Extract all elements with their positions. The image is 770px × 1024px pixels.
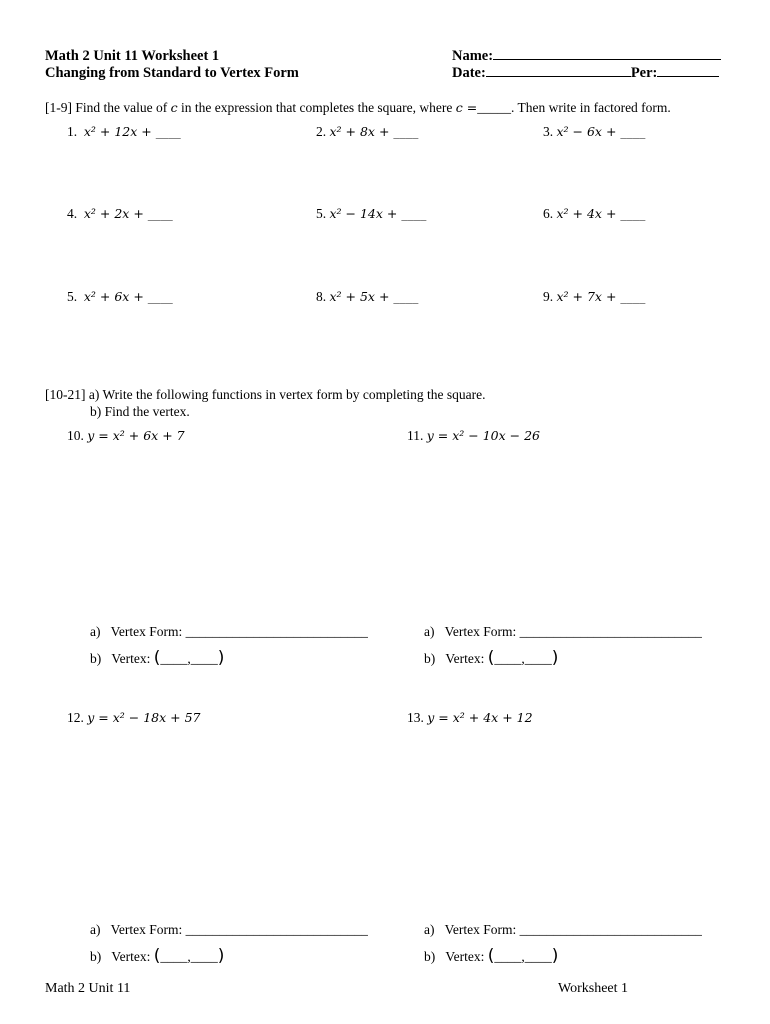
vertex-form-answer-10[interactable]: a) Vertex Form: ___________________________	[90, 624, 368, 639]
worksheet-subtitle: Changing from Standard to Vertex Form	[45, 65, 299, 81]
footer-left: Math 2 Unit 11	[45, 981, 131, 996]
problem-13: 13. y = x² + 4x + 12	[407, 710, 533, 725]
name-line	[493, 59, 721, 60]
worksheet-title: Math 2 Unit 11 Worksheet 1	[45, 48, 220, 64]
vertex-form-answer-11[interactable]: a) Vertex Form: ___________________________	[424, 624, 702, 639]
vertex-answer-11[interactable]: b) Vertex: (____,____)	[424, 648, 559, 668]
problem-6: 6. x² + 4x + ____	[543, 206, 646, 221]
date-field[interactable]	[452, 65, 719, 82]
footer-right: Worksheet 1	[558, 981, 629, 996]
date-line	[486, 76, 631, 77]
part1-instructions: [1-9] Find the value of c in the expression that completes the square, where c =_____. Then write in factored form.	[45, 100, 671, 115]
vertex-form-answer-13[interactable]: a) Vertex Form: ___________________________	[424, 922, 702, 937]
problem-12: 12. y = x² − 18x + 57	[67, 710, 201, 725]
problem-4: 4. x² + 2x + ____	[67, 206, 173, 221]
problem-9: 9. x² + 7x + ____	[543, 289, 646, 304]
problem-11: 11. y = x² − 10x − 26	[407, 428, 540, 443]
date-label: Date:	[452, 65, 486, 81]
problem-7: 5. x² + 6x + ____	[67, 289, 173, 304]
part2-instructions-line2: b) Find the vertex.	[90, 404, 190, 419]
problem-1: 1. x² + 12x + ____	[67, 124, 181, 139]
problem-10: 10. y = x² + 6x + 7	[67, 428, 185, 443]
vertex-answer-13[interactable]: b) Vertex: (____,____)	[424, 946, 559, 966]
vertex-answer-12[interactable]: b) Vertex: (____,____)	[90, 946, 225, 966]
vertex-form-answer-12[interactable]: a) Vertex Form: ___________________________	[90, 922, 368, 937]
per-label: Per:	[630, 65, 658, 81]
name-label: Name:	[452, 48, 494, 64]
problem-2: 2. x² + 8x + ____	[316, 124, 419, 139]
vertex-answer-10[interactable]: b) Vertex: (____,____)	[90, 648, 225, 668]
problem-3: 3. x² − 6x + ____	[543, 124, 646, 139]
per-line	[657, 76, 719, 77]
problem-5: 5. x² − 14x + ____	[316, 206, 427, 221]
part2-instructions-line1: [10-21] a) Write the following functions in vertex form by completing the square.	[45, 387, 486, 402]
problem-8: 8. x² + 5x + ____	[316, 289, 419, 304]
name-field[interactable]	[452, 48, 721, 65]
